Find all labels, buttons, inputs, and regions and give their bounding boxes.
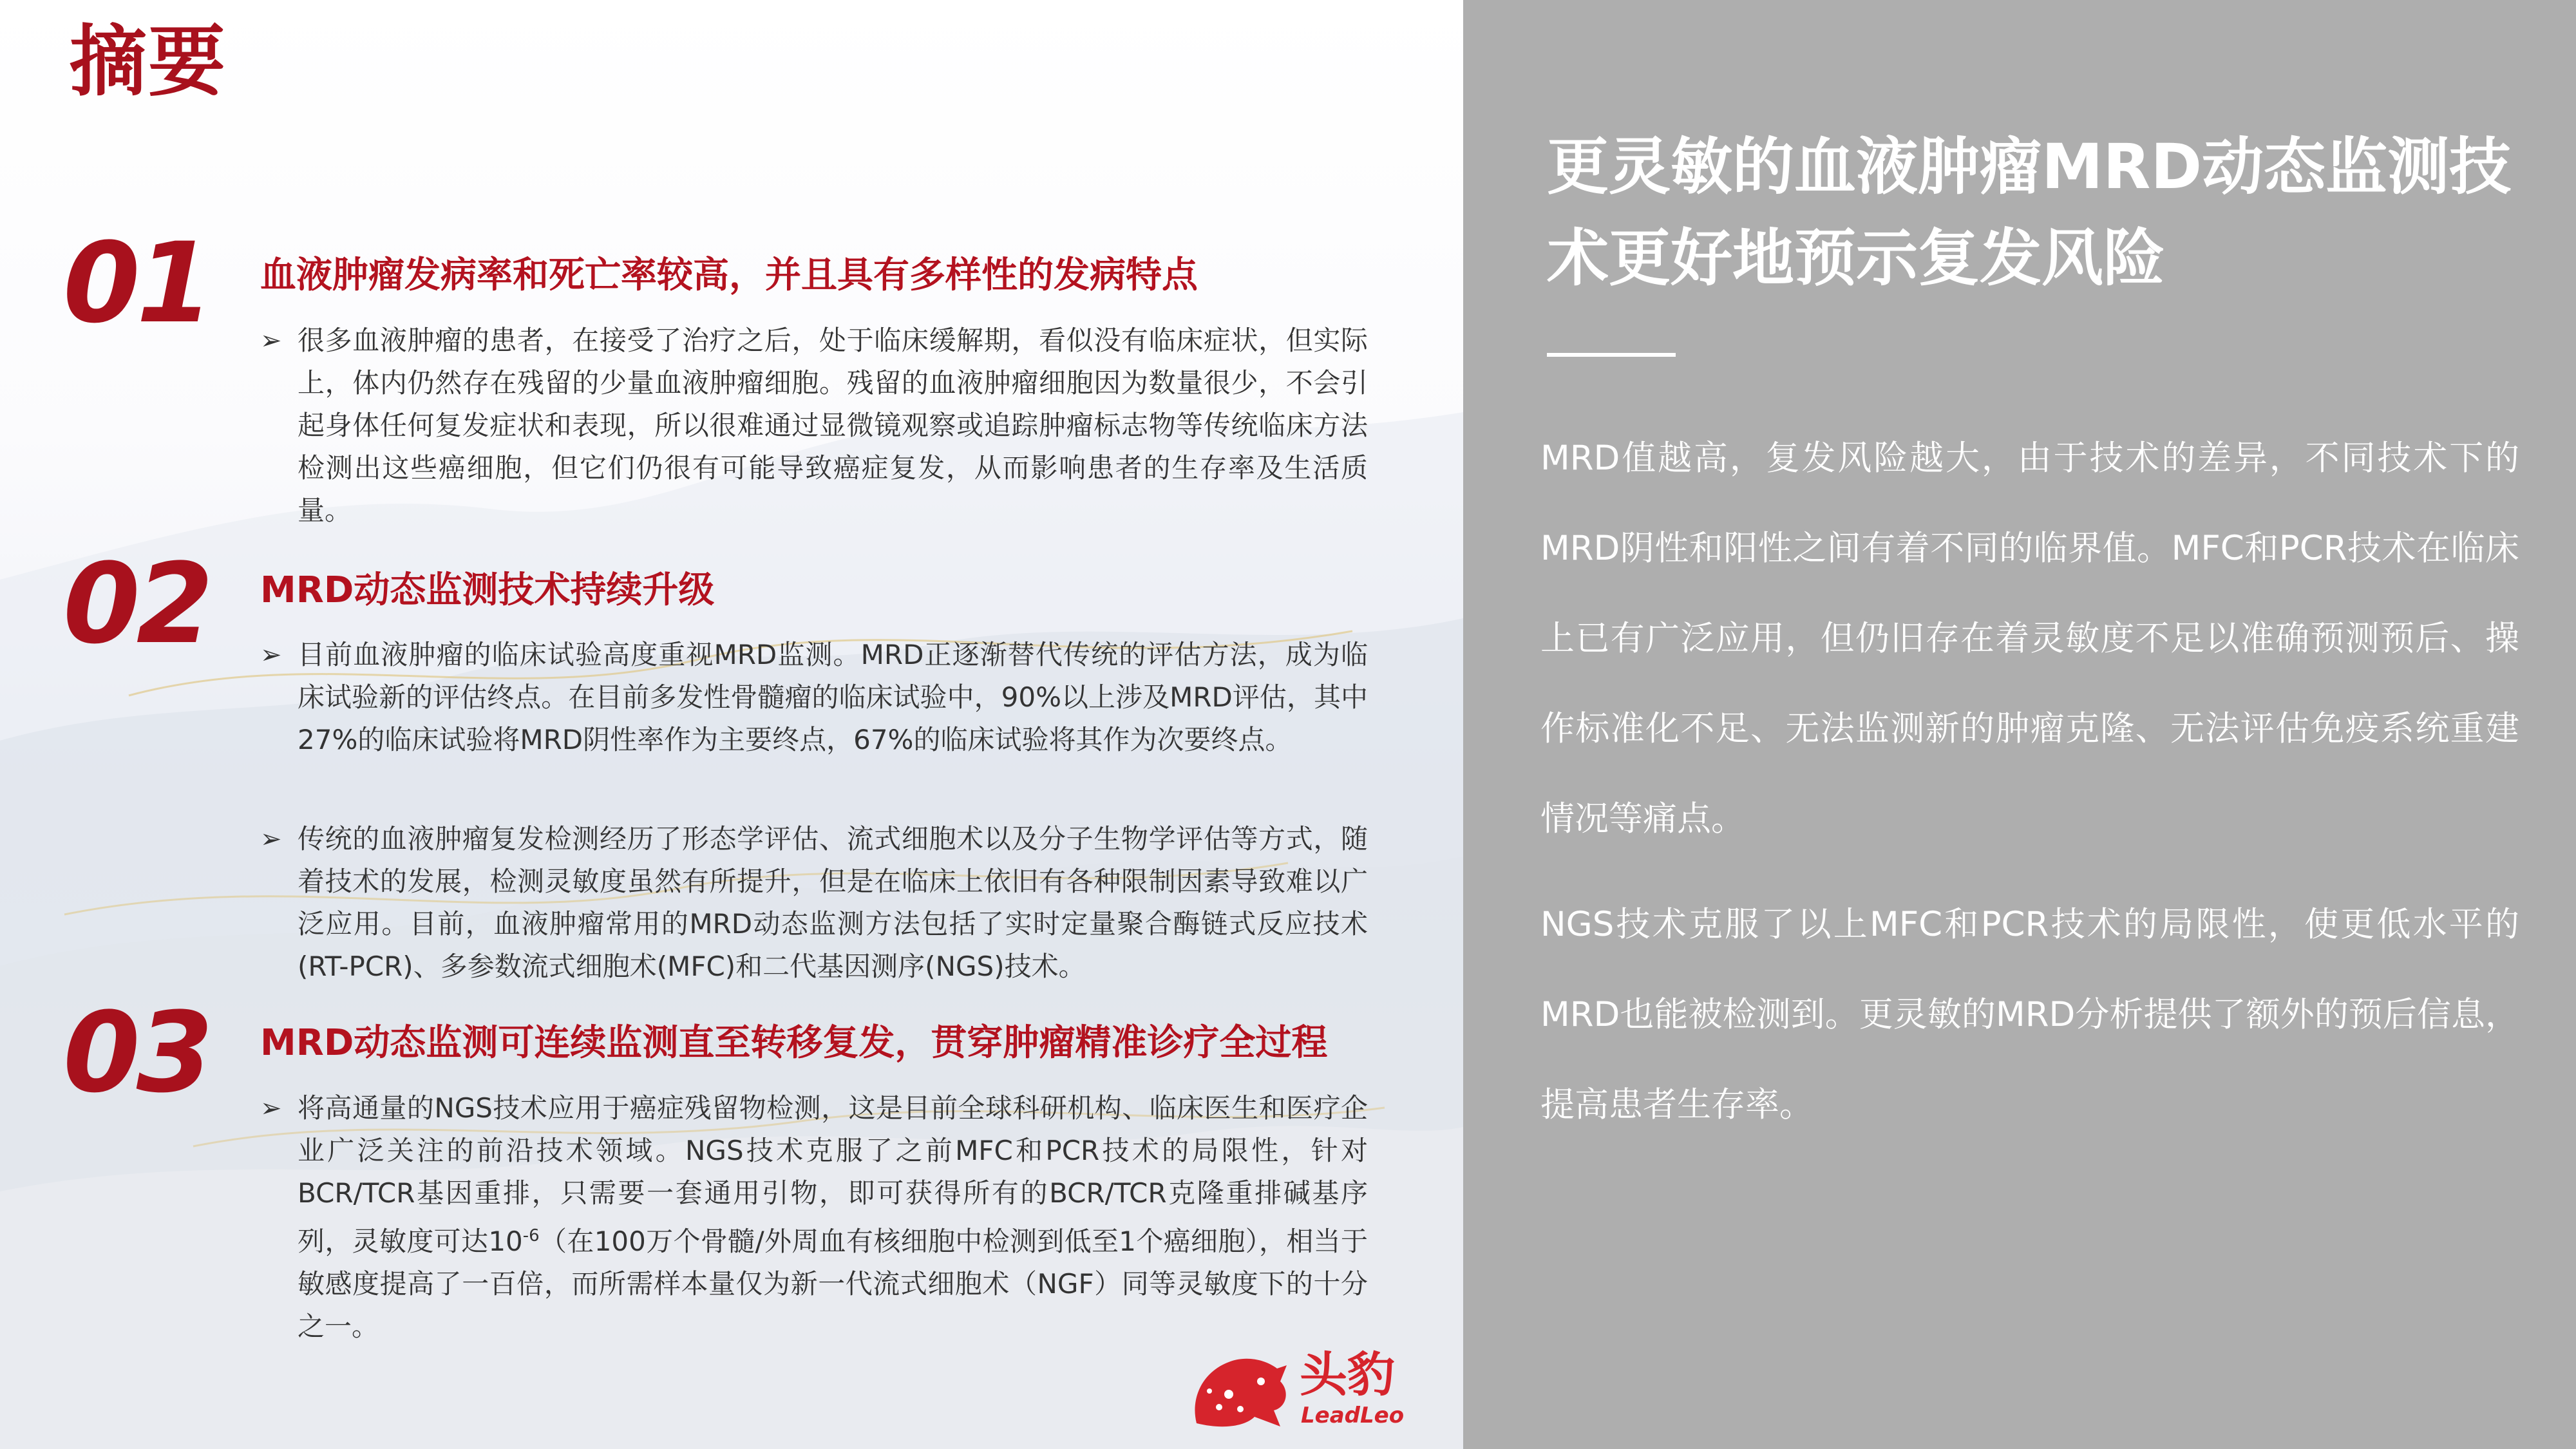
- bullet-text: [298, 1087, 1368, 1348]
- section-heading-02: MRD动态监测技术持续升级: [260, 569, 715, 611]
- exponent: -6: [522, 1226, 540, 1245]
- logo-text-cn: 头豹: [1300, 1347, 1395, 1403]
- logo-text-en: LeadLeo: [1301, 1403, 1405, 1428]
- right-paragraph-2: NGS技术克服了以上MFC和PCR技术的局限性，使更低水平的MRD也能被检测到。更灵敏的MRD分析提供了额外的预后信息，提高患者生存率。: [1540, 905, 2519, 1124]
- arrow-bullet-icon: ➢: [260, 1094, 282, 1123]
- leopard-head-icon: [1184, 1346, 1293, 1436]
- bullet-item: [260, 319, 1368, 532]
- section-number-02: 02: [63, 539, 210, 668]
- right-title: 更灵敏的血液肿瘤MRD动态监测技术更好地预示复发风险: [1547, 131, 2512, 294]
- arrow-bullet-icon: ➢: [260, 824, 282, 854]
- bullet-text-part: 将高通量的NGS技术应用于癌症残留物检测，这是目前全球科研机构、临床医生和医疗企业广泛关注的前沿技术领域。NGS技术克服了之前MFC和PCR技术的局限性，针对BCR/TCR基因重排，只需要一套通用引物，即可获得所有的BCR/TCR克隆重排碱基序列，灵敏度可达10: [298, 1092, 1368, 1257]
- section-number-03: 03: [63, 988, 210, 1117]
- bullet-text-part: （在100万个骨髓/外周血有核细胞中检测到低至1个癌细胞），相当于敏感度提高了一百倍，而所需样本量仅为新一代流式细胞术（NGF）同等灵敏度下的十分之一。: [298, 1226, 1368, 1342]
- bullet-text: 目前血液肿瘤的临床试验高度重视MRD监测。MRD正逐渐替代传统的评估方法，成为临床试验新的评估终点。在目前多发性骨髓瘤的临床试验中，90%以上涉及MRD评估，其中27%的临床试验将MRD阴性率作为主要终点，67%的临床试验将其作为次要终点。: [298, 639, 1368, 755]
- section-number-01: 01: [63, 218, 210, 348]
- bullet-item: [260, 634, 1368, 761]
- arrow-bullet-icon: ➢: [260, 640, 282, 670]
- section-heading-01: 血液肿瘤发病率和死亡率较高，并且具有多样性的发病特点: [260, 254, 1198, 296]
- bullet-text: 很多血液肿瘤的患者，在接受了治疗之后，处于临床缓解期，看似没有临床症状，但实际上，体内仍然存在残留的少量血液肿瘤细胞。残留的血液肿瘤细胞因为数量很少，不会引起身体任何复发症状和表现，所以很难通过显微镜观察或追踪肿瘤标志物等传统临床方法检测出这些癌细胞，但它们仍很有可能导致癌症复发，从而影响患者的生存率及生活质量。: [298, 325, 1368, 526]
- arrow-bullet-icon: ➢: [260, 326, 282, 355]
- leadleo-logo: [1184, 1346, 1454, 1436]
- bullet-item: [260, 818, 1368, 988]
- right-panel: [1463, 0, 2576, 1449]
- bullet-text: 传统的血液肿瘤复发检测经历了形态学评估、流式细胞术以及分子生物学评估等方式，随着技术的发展，检测灵敏度虽然有所提升，但是在临床上依旧有各种限制因素导致难以广泛应用。目前，血液肿瘤常用的MRD动态监测方法包括了实时定量聚合酶链式反应技术(RT-PCR)、多参数流式细胞术(MFC)和二代基因测序(NGS)技术。: [298, 823, 1368, 982]
- section-heading-03: MRD动态监测可连续监测直至转移复发，贯穿肿瘤精准诊疗全过程: [260, 1022, 1328, 1064]
- right-paragraph-1: MRD值越高，复发风险越大，由于技术的差异，不同技术下的MRD阴性和阳性之间有着不同的临界值。MFC和PCR技术在临床上已有广泛应用，但仍旧存在着灵敏度不足以准确预测预后、操作标准化不足、无法监测新的肿瘤克隆、无法评估免疫系统重建情况等痛点。: [1540, 439, 2519, 838]
- title-underline: [1547, 353, 1676, 357]
- bullet-item: [260, 1087, 1368, 1348]
- page-title: 摘要: [70, 17, 227, 107]
